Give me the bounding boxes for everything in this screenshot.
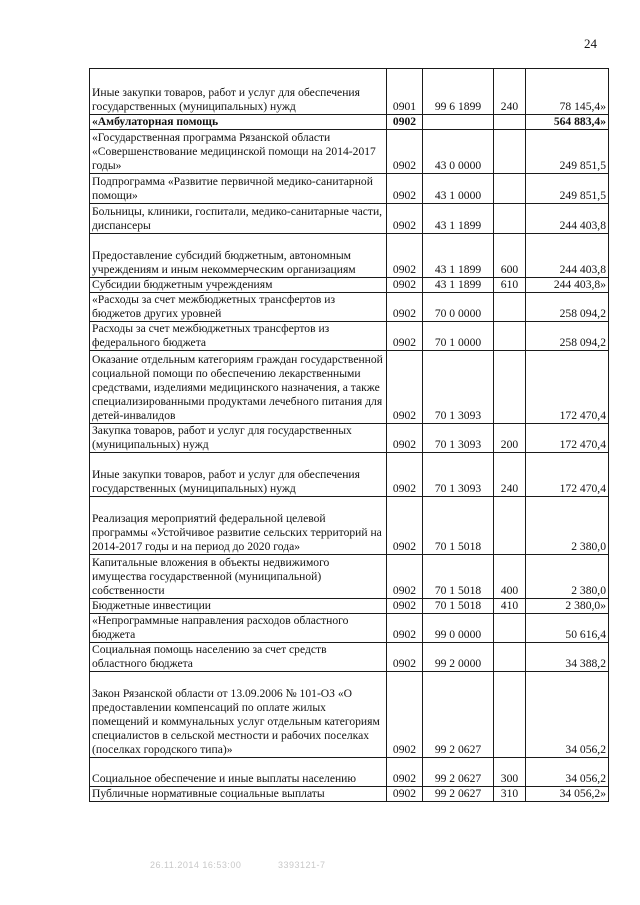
row-section-code-cell: 0902	[387, 278, 423, 293]
row-amount-cell: 172 470,4	[526, 351, 609, 424]
row-section-code-cell: 0902	[387, 130, 423, 174]
row-amount-cell: 249 851,5	[526, 130, 609, 174]
row-amount-cell: 249 851,5	[526, 174, 609, 204]
table-row	[90, 643, 609, 672]
row-expense-type-cell: 610	[494, 278, 526, 293]
row-section-code-cell: 0902	[387, 599, 423, 614]
row-expense-type-cell	[494, 351, 526, 424]
table-row	[90, 204, 609, 234]
table-row	[90, 555, 609, 599]
row-target-article-cell: 70 1 3093	[423, 351, 494, 424]
row-section-code-cell: 0902	[387, 322, 423, 351]
row-target-article-cell: 99 2 0000	[423, 643, 494, 672]
row-section-code-cell: 0902	[387, 293, 423, 322]
row-target-article-cell: 70 1 3093	[423, 453, 494, 497]
row-amount-cell: 34 056,2	[526, 672, 609, 758]
row-name-cell: «Расходы за счет межбюджетных трансфертов из бюджетов других уровней	[90, 293, 387, 322]
row-target-article-cell: 99 2 0627	[423, 672, 494, 758]
row-section-code-cell: 0902	[387, 115, 423, 130]
row-amount-cell: 258 094,2	[526, 293, 609, 322]
table-row	[90, 174, 609, 204]
row-amount-cell: 34 056,2»	[526, 787, 609, 802]
row-target-article-cell: 70 0 0000	[423, 293, 494, 322]
footer-document-id: 3393121-7	[278, 860, 326, 870]
row-expense-type-cell: 600	[494, 234, 526, 278]
row-target-article-cell: 70 1 3093	[423, 424, 494, 453]
row-target-article-cell: 99 0 0000	[423, 614, 494, 643]
row-target-article-cell: 70 1 5018	[423, 599, 494, 614]
row-section-code-cell: 0902	[387, 453, 423, 497]
row-section-code-cell: 0902	[387, 497, 423, 555]
row-section-code-cell: 0902	[387, 555, 423, 599]
table-row	[90, 115, 609, 130]
row-amount-cell: 34 056,2	[526, 758, 609, 787]
row-amount-cell: 50 616,4	[526, 614, 609, 643]
row-section-code-cell: 0902	[387, 758, 423, 787]
budget-table	[89, 68, 609, 802]
row-name-cell: «Непрограммные направления расходов областного бюджета	[90, 614, 387, 643]
row-name-cell: Социальное обеспечение и иные выплаты населению	[90, 758, 387, 787]
row-amount-cell: 34 388,2	[526, 643, 609, 672]
row-expense-type-cell: 410	[494, 599, 526, 614]
row-expense-type-cell: 300	[494, 758, 526, 787]
row-expense-type-cell	[494, 130, 526, 174]
row-name-cell: Оказание отдельным категориям граждан государственной социальной помощи по обеспечению лекарственными средствами, изделиями медицинского назначения, а также специализированными продуктами лечебного питания для детей-инвалидов	[90, 351, 387, 424]
footer-date: 26.11.2014 16:53:00	[150, 860, 242, 870]
row-target-article-cell: 43 1 1899	[423, 278, 494, 293]
row-name-cell: Публичные нормативные социальные выплаты	[90, 787, 387, 802]
row-amount-cell: 244 403,8»	[526, 278, 609, 293]
row-name-cell: «Амбулаторная помощь	[90, 115, 387, 130]
row-name-cell: Реализация мероприятий федеральной целевой программы «Устойчивое развитие сельских территорий на 2014-2017 годы и на период до 2020 года»	[90, 497, 387, 555]
row-target-article-cell: 43 1 1899	[423, 204, 494, 234]
row-expense-type-cell	[494, 115, 526, 130]
table-row	[90, 130, 609, 174]
table-row	[90, 453, 609, 497]
row-amount-cell: 78 145,4»	[526, 69, 609, 115]
row-target-article-cell: 99 2 0627	[423, 758, 494, 787]
table-row	[90, 234, 609, 278]
row-section-code-cell: 0902	[387, 787, 423, 802]
table-row	[90, 278, 609, 293]
row-expense-type-cell: 240	[494, 453, 526, 497]
row-target-article-cell: 43 1 0000	[423, 174, 494, 204]
table-row	[90, 424, 609, 453]
row-section-code-cell: 0902	[387, 614, 423, 643]
table-row	[90, 599, 609, 614]
row-expense-type-cell	[494, 643, 526, 672]
row-section-code-cell: 0902	[387, 643, 423, 672]
row-target-article-cell: 99 6 1899	[423, 69, 494, 115]
row-target-article-cell: 70 1 5018	[423, 555, 494, 599]
row-expense-type-cell: 400	[494, 555, 526, 599]
row-expense-type-cell: 240	[494, 69, 526, 115]
table-row	[90, 351, 609, 424]
row-amount-cell: 2 380,0»	[526, 599, 609, 614]
row-name-cell: Иные закупки товаров, работ и услуг для обеспечения государственных (муниципальных) нужд	[90, 453, 387, 497]
row-section-code-cell: 0902	[387, 174, 423, 204]
row-expense-type-cell	[494, 614, 526, 643]
row-expense-type-cell: 310	[494, 787, 526, 802]
row-section-code-cell: 0902	[387, 204, 423, 234]
row-target-article-cell: 70 1 0000	[423, 322, 494, 351]
row-section-code-cell: 0902	[387, 234, 423, 278]
row-expense-type-cell	[494, 322, 526, 351]
row-amount-cell: 244 403,8	[526, 234, 609, 278]
row-amount-cell: 172 470,4	[526, 424, 609, 453]
row-expense-type-cell	[494, 293, 526, 322]
row-amount-cell: 258 094,2	[526, 322, 609, 351]
table-row	[90, 672, 609, 758]
row-amount-cell: 2 380,0	[526, 555, 609, 599]
row-name-cell: Бюджетные инвестиции	[90, 599, 387, 614]
row-amount-cell: 2 380,0	[526, 497, 609, 555]
row-name-cell: Иные закупки товаров, работ и услуг для обеспечения государственных (муниципальных) нужд	[90, 69, 387, 115]
row-expense-type-cell: 200	[494, 424, 526, 453]
row-target-article-cell: 99 2 0627	[423, 787, 494, 802]
row-name-cell: «Государственная программа Рязанской области «Совершенствование медицинской помощи на 2014-2017 годы»	[90, 130, 387, 174]
row-section-code-cell: 0902	[387, 672, 423, 758]
row-expense-type-cell	[494, 497, 526, 555]
row-name-cell: Социальная помощь населению за счет средств областного бюджета	[90, 643, 387, 672]
budget-table-body	[90, 69, 609, 802]
row-name-cell: Закупка товаров, работ и услуг для государственных (муниципальных) нужд	[90, 424, 387, 453]
row-name-cell: Закон Рязанской области от 13.09.2006 № 101-ОЗ «О предоставлении компенсаций по оплате жилых помещений и коммунальных услуг отдельным категориям специалистов в сельской местности и рабочих поселках (поселках городского типа)»	[90, 672, 387, 758]
table-row	[90, 614, 609, 643]
row-target-article-cell: 70 1 5018	[423, 497, 494, 555]
row-name-cell: Больницы, клиники, госпитали, медико-санитарные части, диспансеры	[90, 204, 387, 234]
row-expense-type-cell	[494, 672, 526, 758]
table-row	[90, 293, 609, 322]
row-name-cell: Предоставление субсидий бюджетным, автономным учреждениям и иным некоммерческим организациям	[90, 234, 387, 278]
row-section-code-cell: 0902	[387, 424, 423, 453]
table-row	[90, 69, 609, 115]
row-name-cell: Капитальные вложения в объекты недвижимого имущества государственной (муниципальной) собственности	[90, 555, 387, 599]
row-amount-cell: 564 883,4»	[526, 115, 609, 130]
row-expense-type-cell	[494, 204, 526, 234]
row-expense-type-cell	[494, 174, 526, 204]
row-target-article-cell	[423, 115, 494, 130]
row-name-cell: Субсидии бюджетным учреждениям	[90, 278, 387, 293]
row-amount-cell: 172 470,4	[526, 453, 609, 497]
table-row	[90, 787, 609, 802]
row-target-article-cell: 43 1 1899	[423, 234, 494, 278]
row-section-code-cell: 0901	[387, 69, 423, 115]
table-row	[90, 497, 609, 555]
page-number: 24	[584, 36, 597, 51]
row-target-article-cell: 43 0 0000	[423, 130, 494, 174]
table-row	[90, 758, 609, 787]
table-row	[90, 322, 609, 351]
row-section-code-cell: 0902	[387, 351, 423, 424]
row-name-cell: Расходы за счет межбюджетных трансфертов из федерального бюджета	[90, 322, 387, 351]
row-amount-cell: 244 403,8	[526, 204, 609, 234]
row-name-cell: Подпрограмма «Развитие первичной медико-санитарной помощи»	[90, 174, 387, 204]
